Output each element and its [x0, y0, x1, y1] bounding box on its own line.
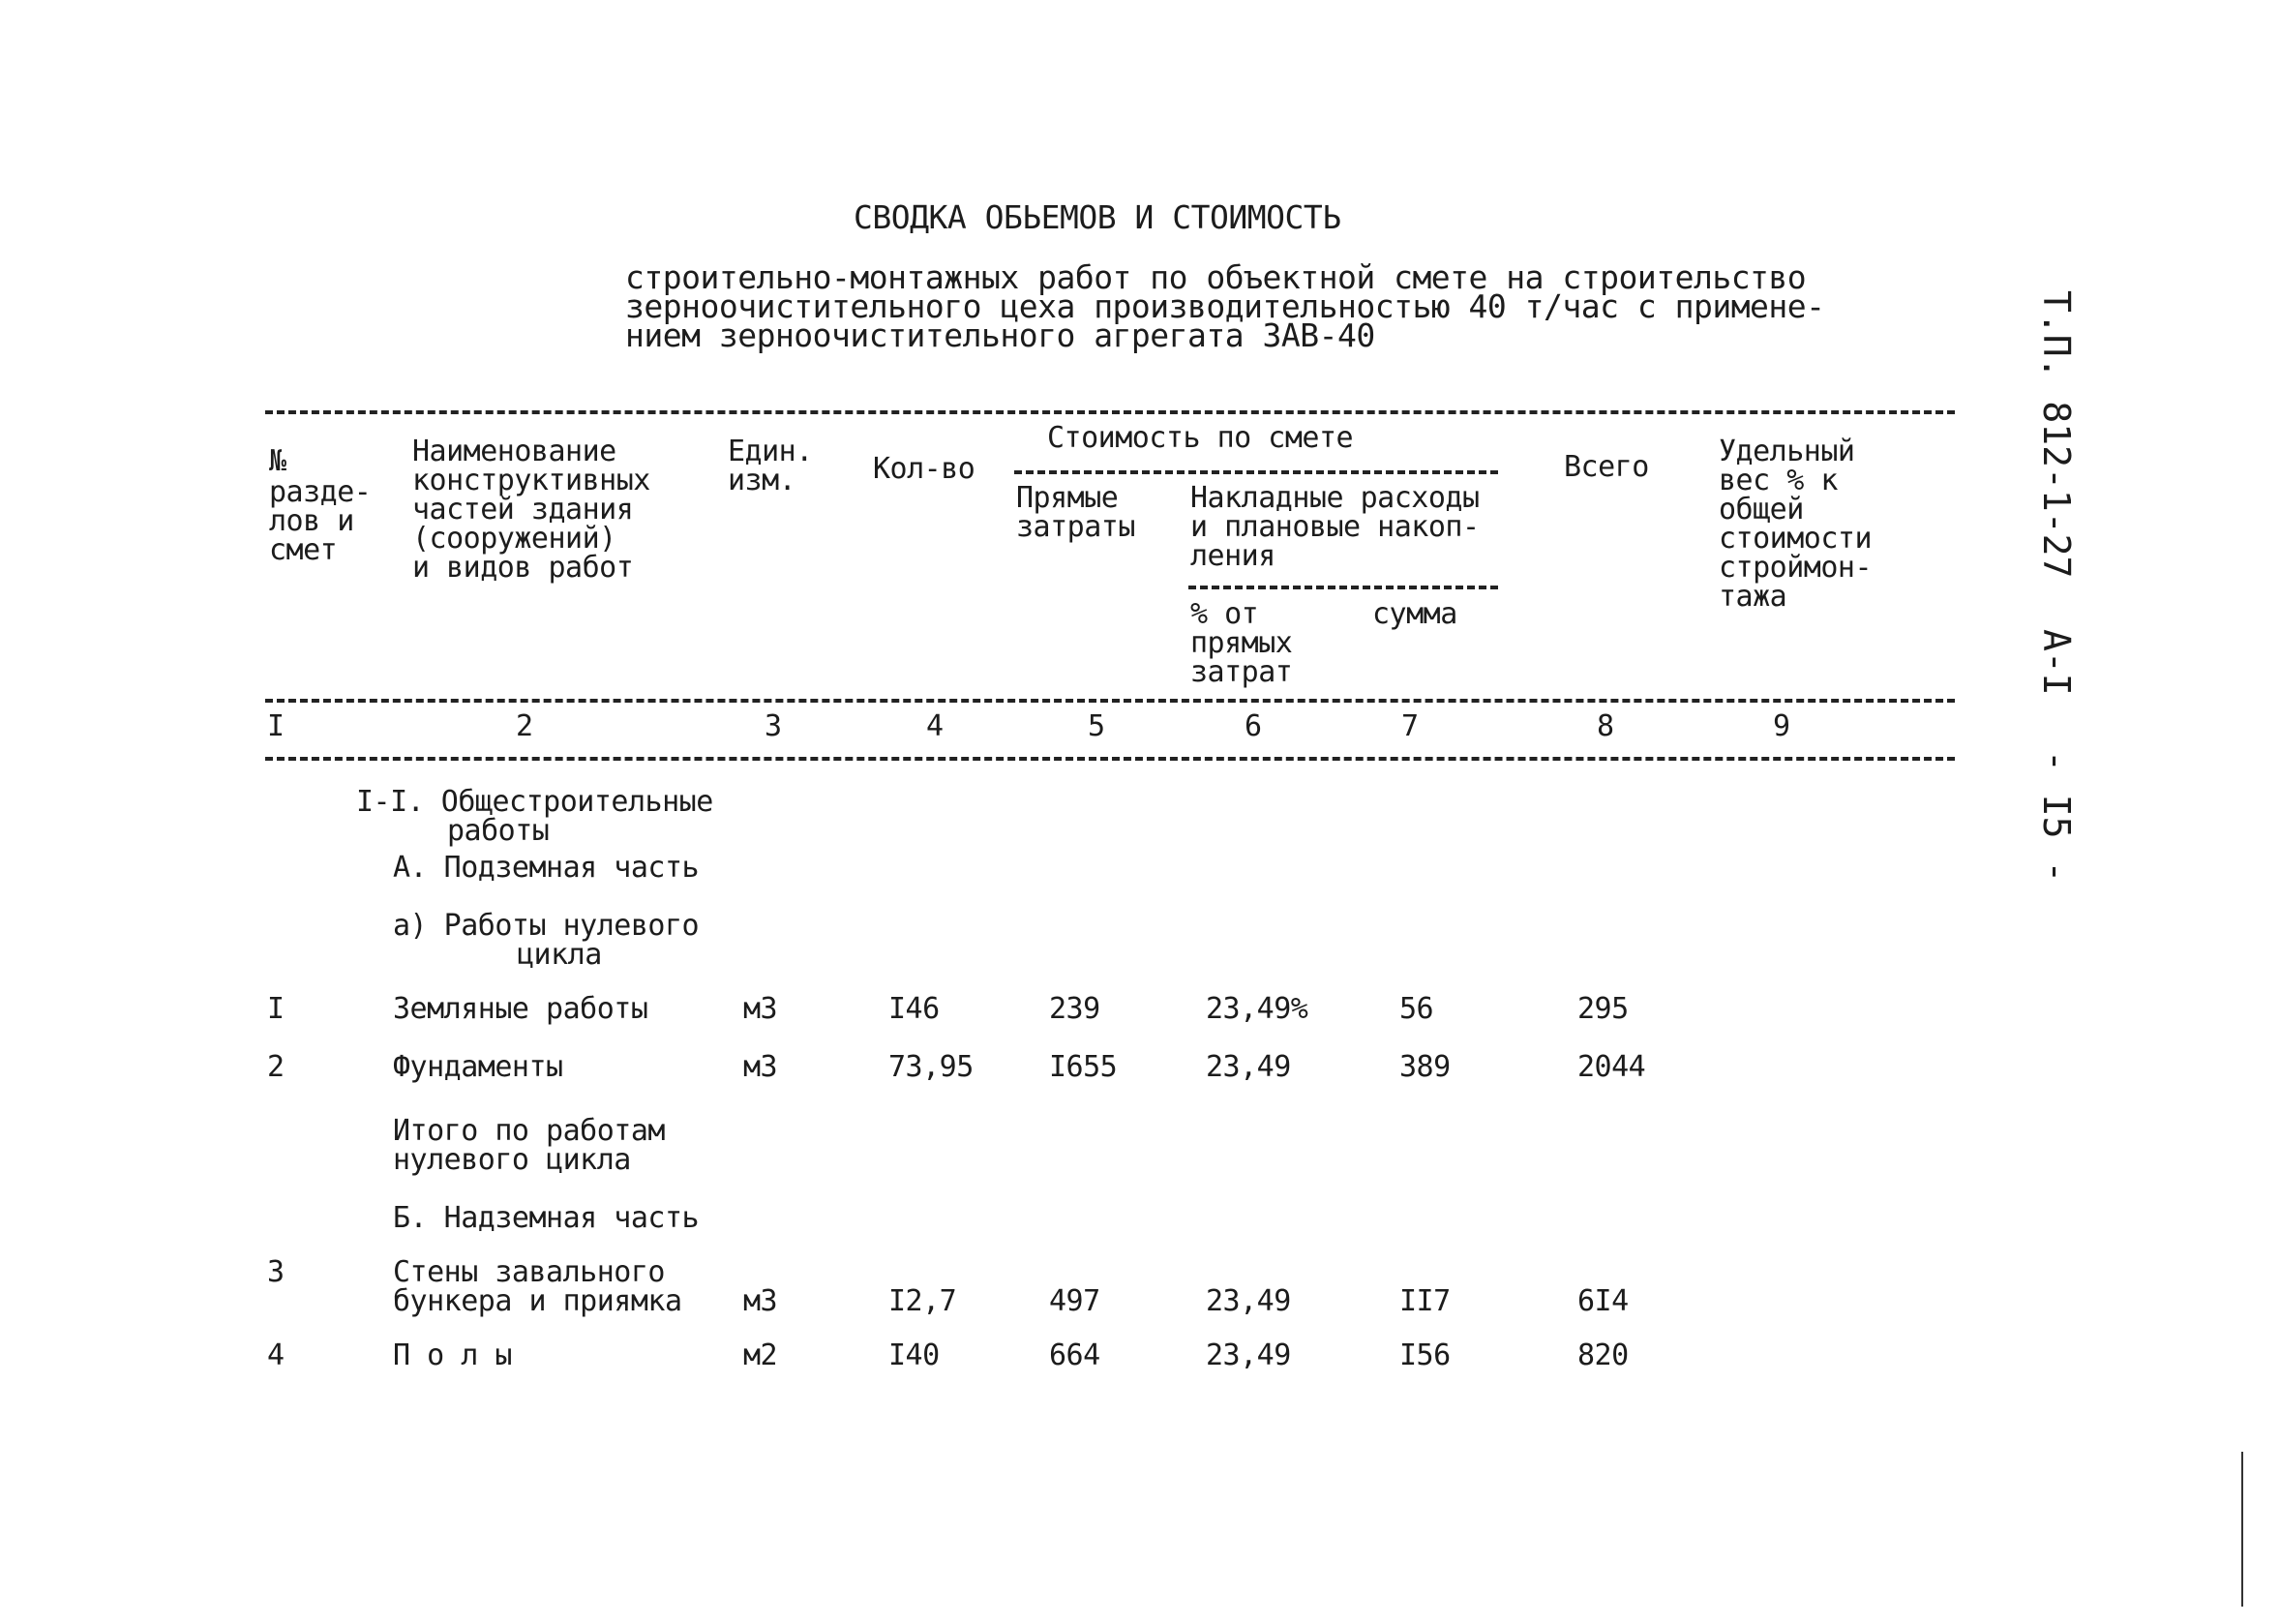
- row-total: 6I4: [1577, 1284, 1629, 1318]
- section-general-works: I-I. Общестроительные: [356, 785, 713, 819]
- column-number: 9: [1773, 709, 1790, 743]
- header-quantity: Кол-во: [873, 452, 975, 486]
- row-quantity: I46: [888, 992, 940, 1026]
- section-zero-cycle: а) Работы нулевого: [393, 909, 700, 943]
- column-number: I: [267, 709, 285, 743]
- row-quantity: 73,95: [888, 1050, 974, 1084]
- header-cell-line: и плановые накоп-: [1190, 510, 1480, 544]
- row-name: Стены завального: [393, 1255, 665, 1289]
- row-unit: м3: [743, 1050, 778, 1084]
- column-numbers-rule: [265, 757, 1955, 761]
- row-unit: м3: [743, 1284, 778, 1318]
- row-unit: м3: [743, 992, 778, 1026]
- margin-project-code: Т.П. 812-1-27: [2035, 290, 2078, 579]
- header-cell-line: вес % к: [1719, 464, 1838, 497]
- header-cell-line: Накладные расходы: [1190, 481, 1480, 515]
- header-cell-line: и видов работ: [412, 551, 634, 585]
- section-above-ground-part: Б. Надземная часть: [393, 1201, 700, 1235]
- column-number: 6: [1245, 709, 1262, 743]
- column-number: 7: [1401, 709, 1419, 743]
- row-total: 2044: [1577, 1050, 1646, 1084]
- header-cell-line: лов и: [269, 504, 354, 538]
- header-cell-line: общей: [1719, 493, 1804, 526]
- row-total: 295: [1577, 992, 1629, 1026]
- header-cell-line: разде-: [269, 475, 372, 509]
- zero-cycle-total-label-line-2: нулевого цикла: [393, 1143, 631, 1177]
- row-sum: II7: [1399, 1284, 1451, 1318]
- header-cell-line: прямых: [1190, 626, 1293, 660]
- header-cell-line: затрат: [1190, 655, 1293, 689]
- header-cell-line: конструктивных: [412, 464, 650, 497]
- document-title: СВОДКА ОБЬЕМОВ И СТОИМОСТЬ: [854, 198, 1341, 236]
- row-sum: 389: [1399, 1050, 1451, 1084]
- row-quantity: I2,7: [888, 1284, 957, 1318]
- row-name: Земляные работы: [393, 992, 648, 1026]
- column-number: 4: [926, 709, 944, 743]
- subtitle-line-3: нием зерноочистительного агрегата ЗАВ-40: [625, 316, 1375, 354]
- header-total: Всего: [1564, 450, 1649, 484]
- header-cell-line: Прямые: [1016, 481, 1119, 515]
- margin-album-code: А-I: [2035, 629, 2078, 696]
- row-percent: 23,49%: [1206, 992, 1308, 1026]
- overhead-group-rule: [1188, 586, 1498, 589]
- table-top-rule: [265, 410, 1955, 414]
- header-cell-line: Един.: [728, 435, 813, 468]
- row-percent: 23,49: [1206, 1050, 1291, 1084]
- row-unit: м2: [743, 1338, 778, 1372]
- zero-cycle-total-label: Итого по работам: [393, 1114, 665, 1148]
- row-percent: 23,49: [1206, 1338, 1291, 1372]
- row-number: 4: [267, 1338, 285, 1372]
- header-cell-line: стоимости: [1719, 522, 1873, 556]
- header-bottom-rule: [265, 699, 1955, 703]
- cost-group-rule: [1014, 470, 1498, 474]
- section-underground-part: А. Подземная часть: [393, 851, 700, 885]
- row-number: 3: [267, 1255, 285, 1289]
- row-percent: 23,49: [1206, 1284, 1291, 1318]
- row-direct-costs: 664: [1049, 1338, 1100, 1372]
- subtitle-line-1: строительно-монтажных работ по объектной смете на строительство: [625, 258, 1807, 296]
- section-zero-cycle-line-2: цикла: [517, 938, 602, 972]
- row-name: П о л ы: [393, 1338, 512, 1372]
- column-number: 5: [1088, 709, 1105, 743]
- header-cell-line: ления: [1190, 539, 1275, 573]
- row-direct-costs: I655: [1049, 1050, 1118, 1084]
- column-number: 2: [516, 709, 533, 743]
- header-cell-line: частей здания: [412, 493, 634, 526]
- header-cell-line: затраты: [1016, 510, 1135, 544]
- header-cell-line: (сооружений): [412, 522, 616, 556]
- header-cell-line: строймон-: [1719, 551, 1873, 585]
- row-number: I: [267, 992, 285, 1026]
- row-name-line-2: бункера и приямка: [393, 1284, 682, 1318]
- header-sum: сумма: [1372, 597, 1457, 631]
- row-direct-costs: 497: [1049, 1284, 1100, 1318]
- header-cell-line: №: [269, 444, 286, 478]
- row-quantity: I40: [888, 1338, 940, 1372]
- scan-margin-line: [2241, 1452, 2243, 1607]
- row-sum: I56: [1399, 1338, 1451, 1372]
- section-general-works-line-2: работы: [447, 814, 550, 848]
- header-cell-line: тажа: [1719, 580, 1787, 614]
- header-cost-group: Стоимость по смете: [1047, 421, 1354, 455]
- header-cell-line: Наименование: [412, 435, 616, 468]
- margin-page-number: - I5 -: [2035, 750, 2078, 884]
- subtitle-line-2: зерноочистительного цеха производительностью 40 т/час с примене-: [625, 287, 1825, 325]
- header-cell-line: % от: [1190, 597, 1259, 631]
- row-name: Фундаменты: [393, 1050, 563, 1084]
- column-number: 3: [765, 709, 782, 743]
- row-total: 820: [1577, 1338, 1629, 1372]
- header-cell-line: смет: [269, 533, 338, 567]
- row-number: 2: [267, 1050, 285, 1084]
- row-direct-costs: 239: [1049, 992, 1100, 1026]
- header-cell-line: изм.: [728, 464, 796, 497]
- header-cell-line: Удельный: [1719, 435, 1855, 468]
- row-sum: 56: [1399, 992, 1434, 1026]
- column-number: 8: [1597, 709, 1614, 743]
